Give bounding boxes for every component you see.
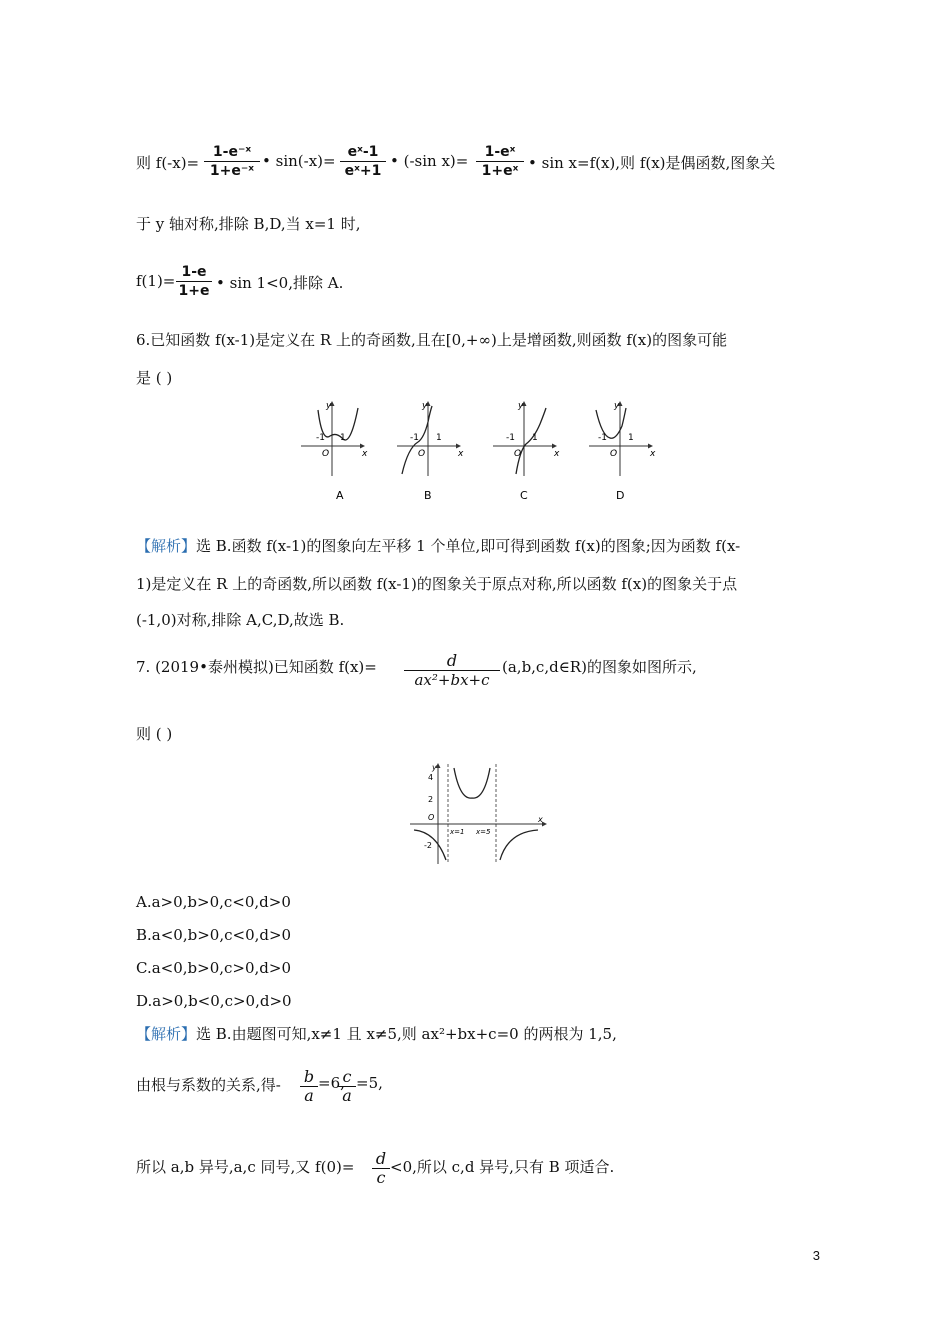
p1-text-d: • sin x=f(x),则 f(x)是偶函数,图象关 xyxy=(528,154,776,172)
p1-text-b: • sin(-x)= xyxy=(262,152,336,170)
a7-line-1-text: 选 B.由题图可知,x≠1 且 x≠5,则 ax²+bx+c=0 的两根为 1,5, xyxy=(196,1025,617,1043)
q7-graph-tm2: -2 xyxy=(424,841,432,850)
graph-c-label: C xyxy=(520,489,528,502)
a6-line-1 xyxy=(136,536,740,556)
page-number: 3 xyxy=(812,1248,820,1263)
a6-line-2: 1)是定义在 R 上的奇函数,所以函数 f(x-1)的图象关于原点对称,所以函数 f(x)的图象关于点 xyxy=(136,575,738,593)
graph-b xyxy=(397,401,464,502)
graph-d-o: O xyxy=(610,449,618,459)
a7-fraction-b-a-den: a xyxy=(304,1086,314,1105)
graph-d-label: D xyxy=(616,489,625,502)
a7-fraction-c-a-num: c xyxy=(338,1068,356,1087)
p1-text-a: 则 f(-x)= xyxy=(136,154,200,172)
q7-graph xyxy=(408,760,550,866)
q6-graphs xyxy=(296,396,676,506)
fraction-1-denominator: 1+e⁻ˣ xyxy=(209,163,255,179)
q7-fraction-denominator: ax²+bx+c xyxy=(414,671,490,689)
graph-b-tick-left: -1 xyxy=(410,433,419,443)
p2-text: 于 y 轴对称,排除 B,D,当 x=1 时, xyxy=(136,215,361,233)
q7-text-b: (a,b,c,d∈R)的图象如图所示, xyxy=(502,658,697,676)
q6-line-2: 是 ( ) xyxy=(136,369,173,387)
fraction-3 xyxy=(476,143,524,180)
graph-b-y: y xyxy=(422,401,428,411)
q7-graph-o: O xyxy=(428,813,435,822)
graph-c-tick-left: -1 xyxy=(506,433,515,443)
q7-option-d: D.a>0,b<0,c>0,d>0 xyxy=(136,992,292,1010)
p1-text-c: • (-sin x)= xyxy=(390,152,469,170)
graph-a-label: A xyxy=(336,489,344,502)
q7-fraction xyxy=(404,652,500,689)
q7-graph-x5: x=5 xyxy=(476,828,491,836)
graph-d-tick-left: -1 xyxy=(598,433,607,443)
graph-a-tick-right: 1 xyxy=(340,433,346,443)
q7-graph-y: y xyxy=(432,763,437,772)
a7-line-3-b: <0,所以 c,d 异号,只有 B 项适合. xyxy=(390,1158,615,1176)
graph-d-x: x xyxy=(650,449,656,459)
q7-line-2: 则 ( ) xyxy=(136,725,173,743)
a7-fraction-b-a-num: b xyxy=(300,1068,318,1087)
a7-fraction-d-c xyxy=(372,1150,390,1187)
graph-b-x: x xyxy=(458,449,464,459)
q7-fraction-numerator: d xyxy=(404,652,500,671)
q7-option-c: C.a<0,b>0,c>0,d>0 xyxy=(136,959,292,977)
q6-line-1: 6.已知函数 f(x-1)是定义在 R 上的奇函数,且在[0,+∞)上是增函数,则函数 f(x)的图象可能 xyxy=(136,331,728,349)
graph-a-tick-left: -1 xyxy=(316,433,325,443)
q7-graph-x1: x=1 xyxy=(450,828,465,836)
q7-graph-t4: 4 xyxy=(428,773,434,782)
graph-b-o: O xyxy=(418,449,426,459)
a7-tag: 【解析】 xyxy=(136,1025,197,1043)
graph-b-label: B xyxy=(424,489,432,502)
graph-c-tick-right: 1 xyxy=(532,433,538,443)
fraction-4 xyxy=(176,263,212,300)
graph-d-y: y xyxy=(614,401,620,411)
q7-option-b: B.a<0,b>0,c<0,d>0 xyxy=(136,926,292,944)
fraction-4-numerator: 1-e xyxy=(176,263,212,282)
fraction-3-denominator: 1+eˣ xyxy=(481,163,519,179)
a7-line-2-a: 由根与系数的关系,得- xyxy=(136,1076,281,1094)
graph-c-y: y xyxy=(518,401,524,411)
a6-tag: 【解析】 xyxy=(136,537,197,555)
q7-option-a: A.a>0,b>0,c<0,d>0 xyxy=(136,893,291,911)
fraction-4-denominator: 1+e xyxy=(178,283,210,299)
graph-d-tick-right: 1 xyxy=(628,433,634,443)
graph-c xyxy=(493,401,560,502)
a6-line-1-text: 选 B.函数 f(x-1)的图象向左平移 1 个单位,即可得到函数 f(x)的图象;因为函数 f(x- xyxy=(196,537,741,555)
a7-fraction-d-c-num: d xyxy=(372,1150,390,1169)
a7-fraction-d-c-den: c xyxy=(376,1168,386,1187)
q7-text-a: 7. (2019•泰州模拟)已知函数 f(x)= xyxy=(136,658,377,676)
fraction-1-numerator: 1-e⁻ˣ xyxy=(204,143,260,162)
graph-a-o: O xyxy=(322,449,330,459)
a7-line-1 xyxy=(136,1024,617,1044)
q7-graph-t2: 2 xyxy=(428,795,434,804)
fraction-1 xyxy=(204,143,260,180)
a7-line-2-c: =5, xyxy=(356,1074,383,1092)
fraction-3-numerator: 1-eˣ xyxy=(476,143,524,162)
graph-a-y: y xyxy=(326,401,332,411)
q7-graph-x: x xyxy=(538,815,543,824)
a7-line-2-b: =6, xyxy=(318,1074,345,1092)
a7-fraction-c-a-den: a xyxy=(342,1086,352,1105)
a7-line-3-a: 所以 a,b 异号,a,c 同号,又 f(0)= xyxy=(136,1158,355,1176)
p3-text-a: f(1)= xyxy=(136,272,176,290)
graph-a xyxy=(301,401,368,502)
graph-c-x: x xyxy=(554,449,560,459)
graph-a-x: x xyxy=(362,449,368,459)
a7-fraction-c-a xyxy=(338,1068,356,1105)
graph-b-tick-right: 1 xyxy=(436,433,442,443)
fraction-2-denominator: eˣ+1 xyxy=(344,163,382,179)
a7-fraction-b-a xyxy=(300,1068,318,1105)
graph-d xyxy=(589,401,656,502)
graph-c-o: O xyxy=(514,449,522,459)
p3-text-b: • sin 1<0,排除 A. xyxy=(216,274,344,292)
a6-line-3: (-1,0)对称,排除 A,C,D,故选 B. xyxy=(136,611,345,629)
fraction-2-numerator: eˣ-1 xyxy=(340,143,386,162)
fraction-2 xyxy=(340,143,386,180)
